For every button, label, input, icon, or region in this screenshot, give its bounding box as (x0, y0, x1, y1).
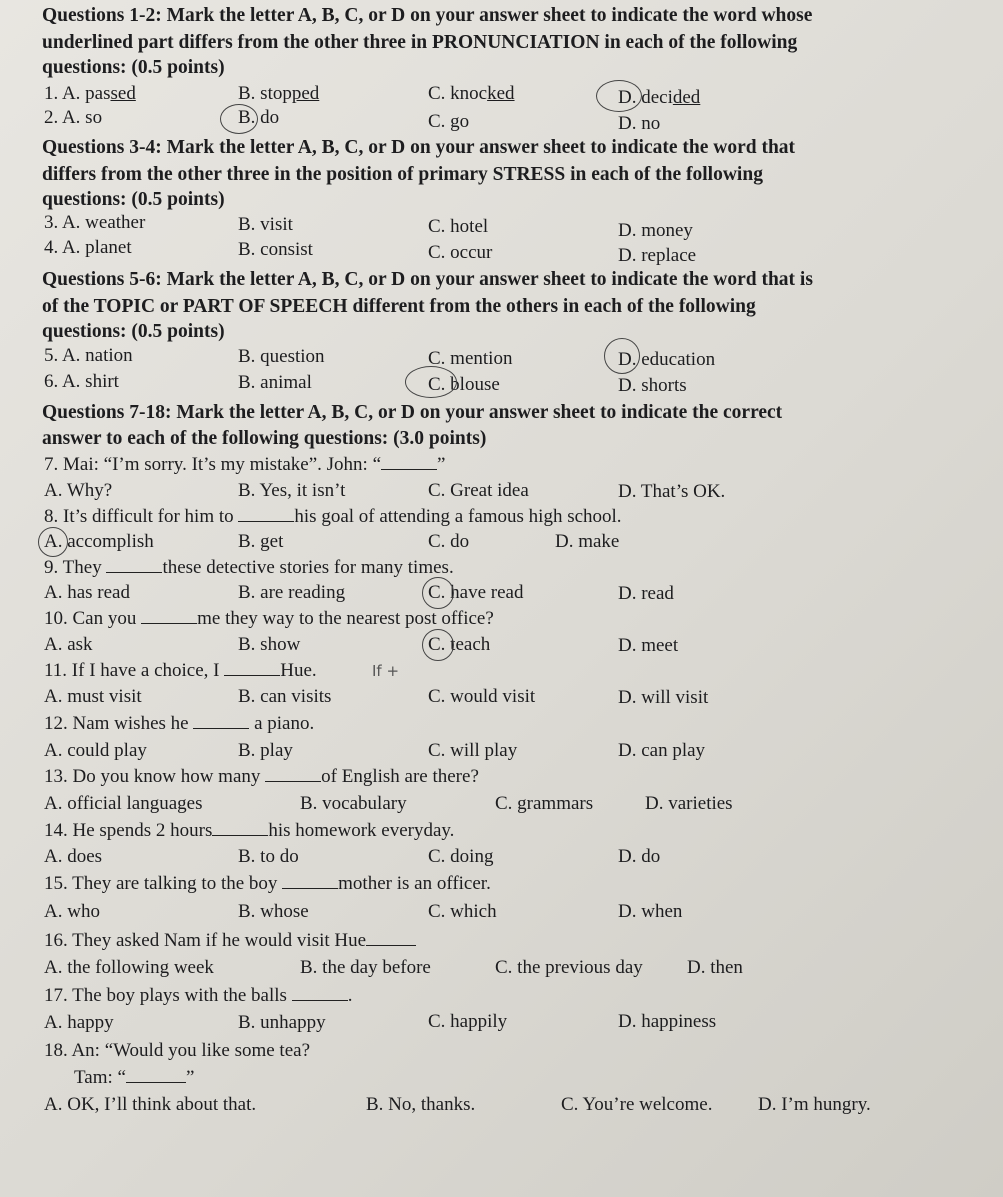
q15-option-d: D. when (618, 901, 683, 922)
q10-option-b: B. show (238, 634, 301, 655)
q9-stem: 9. They these detective stories for many times. (44, 557, 454, 578)
q6-option-d: D. shorts (618, 375, 687, 396)
q14-option-a: A. does (44, 846, 103, 867)
q16-option-a: A. the following week (44, 957, 214, 978)
q8-option-b: B. get (238, 531, 284, 552)
q5-option-c: C. mention (428, 348, 513, 369)
q17-stem: 17. The boy plays with the balls . (44, 985, 353, 1006)
q9-option-d: D. read (618, 583, 674, 604)
q10-option-c: C. teach (428, 634, 491, 655)
section1-heading-line1: Questions 1-2: Mark the letter A, B, C, or D on your answer sheet to indicate the word whose (42, 5, 813, 26)
q14-stem: 14. He spends 2 hours his homework everyday. (44, 820, 455, 841)
q13-stem: 13. Do you know how many of English are there? (44, 766, 479, 787)
q17-option-b: B. unhappy (238, 1012, 326, 1033)
q2-option-d: D. no (618, 113, 661, 134)
q5-option-b: B. question (238, 346, 325, 367)
handwritten-note: If + (372, 662, 400, 680)
section3-heading-line3: questions: (0.5 points) (42, 321, 225, 342)
q7-option-d: D. That’s OK. (618, 481, 726, 502)
q3-option-c: C. hotel (428, 216, 489, 237)
section1-heading-line2: underlined part differs from the other three in PRONUNCIATION in each of the following (42, 32, 798, 53)
q8-option-c: C. do (428, 531, 470, 552)
q18-response-line: Tam: “ ” (74, 1067, 195, 1088)
q12-option-b: B. play (238, 740, 293, 761)
section2-heading-line1: Questions 3-4: Mark the letter A, B, C, or D on your answer sheet to indicate the word that (42, 137, 796, 158)
q12-option-a: A. could play (44, 740, 147, 761)
q12-option-c: C. will play (428, 740, 518, 761)
q4-option-c: C. occur (428, 242, 493, 263)
q4-option-a: 4. A. planet (44, 237, 132, 258)
q1-option-d: D. decided (618, 87, 701, 108)
section3-heading-line2: of the TOPIC or PART OF SPEECH different from the others in each of the following (42, 296, 756, 317)
section2-heading-line3: questions: (0.5 points) (42, 189, 225, 210)
q1-option-c: C. knocked (428, 83, 515, 104)
q11-option-d: D. will visit (618, 687, 709, 708)
q6-option-b: B. animal (238, 372, 312, 393)
q13-option-b: B. vocabulary (300, 793, 407, 814)
section4-heading-line2: answer to each of the following questions: (3.0 points) (42, 428, 487, 449)
q6-option-c: C. blouse (428, 374, 500, 395)
q16-option-d: D. then (687, 957, 743, 978)
q6-option-a: 6. A. shirt (44, 371, 119, 392)
q14-option-c: C. doing (428, 846, 494, 867)
q12-stem: 12. Nam wishes he a piano. (44, 713, 315, 734)
q7-option-b: B. Yes, it isn’t (238, 480, 346, 501)
q17-option-c: C. happily (428, 1011, 508, 1032)
q8-stem: 8. It’s difficult for him to his goal of attending a famous high school. (44, 506, 622, 527)
q5-option-a: 5. A. nation (44, 345, 133, 366)
q1-option-a: 1. A. passed (44, 83, 136, 104)
q11-option-a: A. must visit (44, 686, 142, 707)
q10-stem: 10. Can you me they way to the nearest post office? (44, 608, 494, 629)
q14-option-d: D. do (618, 846, 661, 867)
q17-option-a: A. happy (44, 1012, 114, 1033)
q3-option-a: 3. A. weather (44, 212, 146, 233)
q11-stem: 11. If I have a choice, I Hue. (44, 660, 317, 681)
q18-option-a: A. OK, I’ll think about that. (44, 1094, 257, 1115)
q9-option-b: B. are reading (238, 582, 346, 603)
q2-option-c: C. go (428, 111, 470, 132)
q16-option-b: B. the day before (300, 957, 431, 978)
q8-option-d: D. make (555, 531, 620, 552)
q11-option-c: C. would visit (428, 686, 536, 707)
q9-option-a: A. has read (44, 582, 130, 603)
q15-stem: 15. They are talking to the boy mother is an officer. (44, 873, 491, 894)
q14-option-b: B. to do (238, 846, 299, 867)
q15-option-b: B. whose (238, 901, 309, 922)
section1-heading-line3: questions: (0.5 points) (42, 57, 225, 78)
q10-option-a: A. ask (44, 634, 93, 655)
q18-stem: 18. An: “Would you like some tea? (44, 1040, 310, 1061)
q5-option-d: D. education (618, 349, 716, 370)
q10-option-d: D. meet (618, 635, 679, 656)
section2-heading-line2: differs from the other three in the position of primary STRESS in each of the following (42, 164, 763, 185)
q9-option-c: C. have read (428, 582, 524, 603)
q15-option-a: A. who (44, 901, 100, 922)
q3-option-b: B. visit (238, 214, 293, 235)
q12-option-d: D. can play (618, 740, 706, 761)
q16-stem: 16. They asked Nam if he would visit Hue (44, 929, 416, 953)
q18-option-b: B. No, thanks. (366, 1094, 476, 1115)
q13-option-c: C. grammars (495, 793, 594, 814)
q2-option-b: B. do (238, 107, 280, 128)
q18-option-d: D. I’m hungry. (758, 1094, 871, 1115)
q13-option-d: D. varieties (645, 793, 733, 814)
q15-option-c: C. which (428, 901, 497, 922)
q7-stem: 7. Mai: “I’m sorry. It’s my mistake”. John: “ ” (44, 454, 446, 475)
q4-option-d: D. replace (618, 245, 697, 266)
q7-option-a: A. Why? (44, 480, 113, 501)
q7-option-c: C. Great idea (428, 480, 529, 501)
q1-option-b: B. stopped (238, 83, 320, 104)
q16-option-c: C. the previous day (495, 957, 643, 978)
q3-option-d: D. money (618, 220, 693, 241)
q13-option-a: A. official languages (44, 793, 203, 814)
q11-option-b: B. can visits (238, 686, 332, 707)
q2-option-a: 2. A. so (44, 107, 103, 128)
q18-option-c: C. You’re welcome. (561, 1094, 713, 1115)
section4-heading-line1: Questions 7-18: Mark the letter A, B, C, or D on your answer sheet to indicate the correct (42, 402, 783, 423)
q4-option-b: B. consist (238, 239, 313, 260)
q8-option-a: A. accomplish (44, 531, 154, 552)
section3-heading-line1: Questions 5-6: Mark the letter A, B, C, or D on your answer sheet to indicate the word that is (42, 269, 813, 290)
q17-option-d: D. happiness (618, 1011, 717, 1032)
